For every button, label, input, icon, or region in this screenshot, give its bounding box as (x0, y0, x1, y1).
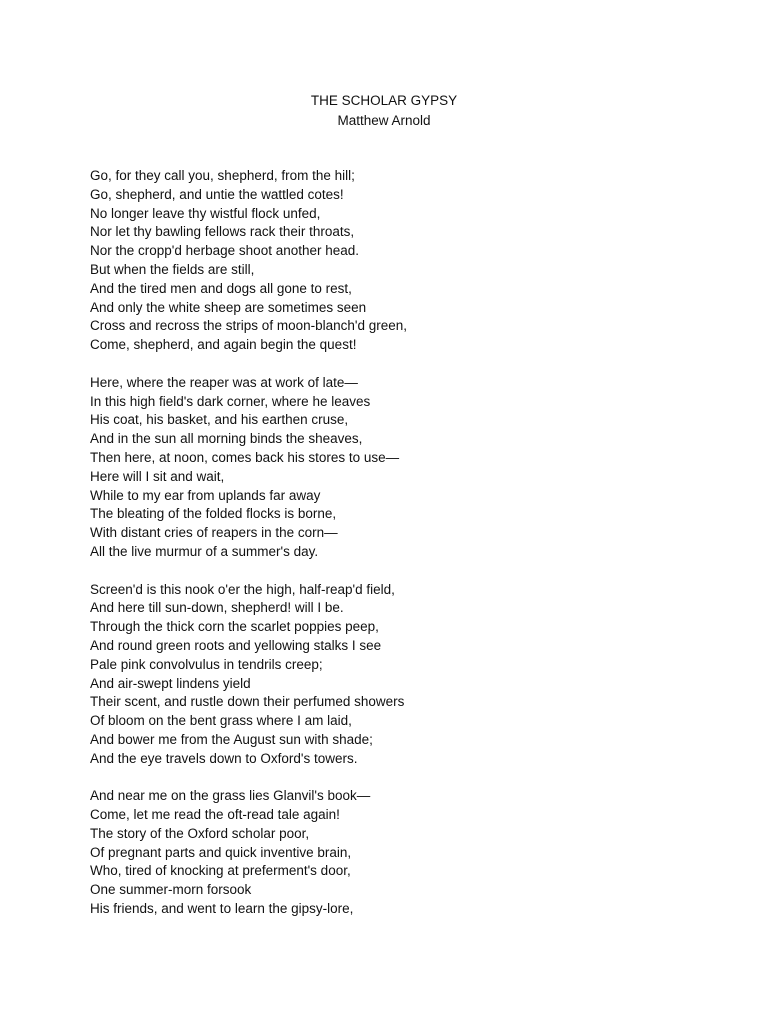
poem-line: Come, let me read the oft-read tale again! (90, 807, 340, 823)
stanza-4 (90, 787, 710, 919)
poem-line: And here till sun-down, shepherd! will I be. (90, 600, 344, 616)
poem-line: One summer-morn forsook (90, 882, 252, 898)
poem-line: Through the thick corn the scarlet poppies peep, (90, 619, 379, 635)
poem-line: No longer leave thy wistful flock unfed, (90, 205, 321, 221)
poem-line: Nor let thy bawling fellows rack their throats, (90, 224, 355, 240)
poem-line: With distant cries of reapers in the corn— (90, 525, 338, 541)
stanza-1 (90, 167, 710, 355)
poem-line: Go, shepherd, and untie the wattled cotes! (90, 186, 344, 202)
poem-line: His friends, and went to learn the gipsy-lore, (90, 901, 354, 917)
poem-line: The story of the Oxford scholar poor, (90, 825, 310, 841)
poem-line: Of bloom on the bent grass where I am laid, (90, 713, 352, 729)
poem-line: Here will I sit and wait, (90, 468, 225, 484)
poem-title: THE SCHOLAR GYPSY (310, 93, 458, 108)
poem-line: Go, for they call you, shepherd, from the hill; (90, 168, 355, 183)
poem-line: His coat, his basket, and his earthen cruse, (90, 412, 349, 428)
poem-line: And round green roots and yellowing stalks I see (90, 637, 382, 653)
poem-line: And air-swept lindens yield (90, 675, 251, 691)
poem-line: Pale pink convolvulus in tendrils creep; (90, 656, 323, 672)
poem-line: Come, shepherd, and again begin the quest! (90, 337, 357, 353)
poem-line: And bower me from the August sun with shade; (90, 731, 373, 747)
poem-line: In this high field's dark corner, where he leaves (90, 393, 371, 409)
poem-line: And in the sun all morning binds the sheaves, (90, 431, 363, 447)
poem-line: The bleating of the folded flocks is borne, (90, 506, 337, 522)
stanza-2 (90, 374, 710, 562)
poem-line: Then here, at noon, comes back his stores to use— (90, 449, 400, 465)
poem-line: But when the fields are still, (90, 261, 255, 277)
poem-author: Matthew Arnold (337, 113, 431, 128)
poem-line: All the live murmur of a summer's day. (90, 543, 319, 559)
poem-line: Their scent, and rustle down their perfumed showers (90, 694, 405, 710)
stanza-3 (90, 581, 710, 769)
poem-line: Here, where the reaper was at work of late— (90, 374, 358, 390)
poem-line: Who, tired of knocking at preferment's door, (90, 863, 351, 879)
poem-line: And only the white sheep are sometimes seen (90, 299, 367, 315)
poem-line: Screen'd is this nook o'er the high, half-reap'd field, (90, 581, 395, 597)
poem-line: And near me on the grass lies Glanvil's book— (90, 788, 371, 804)
poem-line: And the tired men and dogs all gone to rest, (90, 280, 352, 296)
poem-line: Nor the cropp'd herbage shoot another head. (90, 243, 360, 259)
poem-line: Of pregnant parts and quick inventive brain, (90, 844, 352, 860)
poem-line: And the eye travels down to Oxford's towers. (90, 750, 358, 766)
poem-body (90, 167, 710, 938)
poem-line: Cross and recross the strips of moon-blanch'd green, (90, 318, 407, 334)
poem-line: While to my ear from uplands far away (90, 487, 321, 503)
